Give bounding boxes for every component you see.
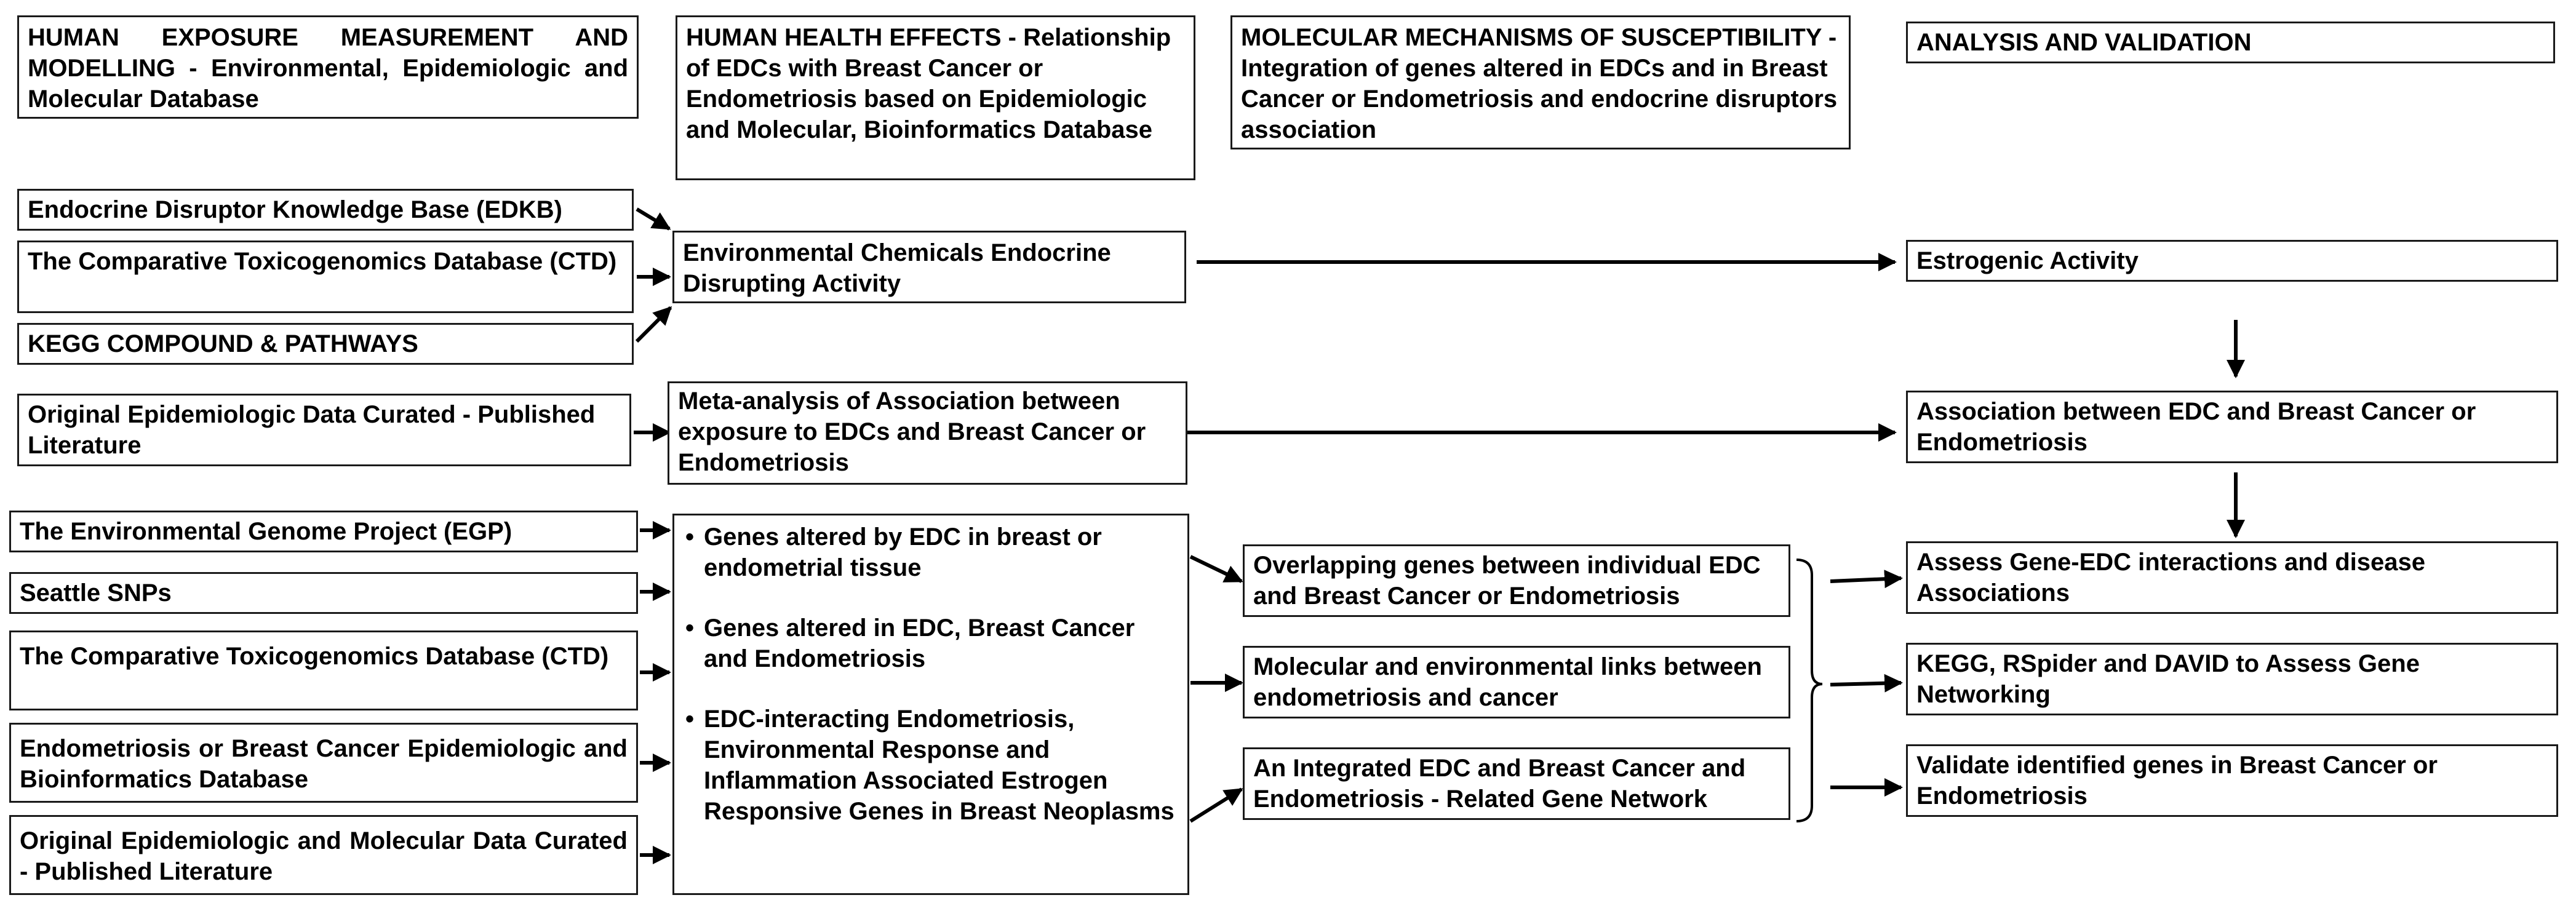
source-ctd-2: The Comparative Toxicogenomics Database (CTD) [9, 631, 638, 710]
arrow-edkb-to-env [637, 209, 669, 229]
validate-genes-box: Validate identified genes in Breast Cancer or Endometriosis [1906, 744, 2558, 817]
arrow-genes-to-network [1190, 789, 1242, 821]
genes-bullet-1: • Genes altered by EDC in breast or endometrial tissue [683, 522, 1179, 583]
header-analysis: ANALYSIS AND VALIDATION [1906, 22, 2555, 63]
source-seattle-snps: Seattle SNPs [9, 572, 638, 614]
env-chemicals-box: Environmental Chemicals Endocrine Disrupting Activity [672, 231, 1186, 303]
header-health-effects: HUMAN HEALTH EFFECTS - Relationship of EDCs with Breast Cancer or Endometriosis based on Epidemiologic and Molecular, Bioinformatics Database [676, 15, 1195, 180]
molecular-links-box: Molecular and environmental links between endometriosis and cancer [1243, 646, 1790, 718]
overlapping-genes-box: Overlapping genes between individual EDC and Breast Cancer or Endometriosis [1243, 544, 1790, 617]
source-edkb: Endocrine Disruptor Knowledge Base (EDKB) [17, 189, 634, 231]
arrow-bracket-to-assess [1830, 578, 1901, 581]
header-mechanisms: MOLECULAR MECHANISMS OF SUSCEPTIBILITY - Integration of genes altered in EDCs and in Breast Cancer or Endometriosis and endocrine disruptors association [1230, 15, 1851, 149]
meta-analysis-box: Meta-analysis of Association between exposure to EDCs and Breast Cancer or Endometriosis [668, 381, 1187, 485]
arrow-genes-to-overlap [1190, 557, 1242, 581]
source-ctd-1: The Comparative Toxicogenomics Database (CTD) [17, 241, 634, 313]
estrogenic-activity-box: Estrogenic Activity [1906, 240, 2558, 282]
kegg-rspider-david-box: KEGG, RSpider and DAVID to Assess Gene Networking [1906, 643, 2558, 715]
source-egp: The Environmental Genome Project (EGP) [9, 511, 638, 552]
source-epidemiologic-2: Original Epidemiologic and Molecular Data Curated - Published Literature [9, 815, 638, 895]
grouping-bracket [1796, 560, 1822, 821]
genes-bullet-3: • EDC-interacting Endometriosis, Environmental Response and Inflammation Associated Estrogen Responsive Genes in Breast Neoplasms [683, 704, 1179, 827]
arrow-bracket-to-kegg [1830, 683, 1901, 685]
genes-bullet-2: • Genes altered in EDC, Breast Cancer and Endometriosis [683, 613, 1179, 674]
header-exposure: HUMAN EXPOSURE MEASUREMENT AND MODELLING - Environmental, Epidemiologic and Molecular Database [17, 15, 639, 119]
source-endometriosis-db: Endometriosis or Breast Cancer Epidemiologic and Bioinformatics Database [9, 723, 638, 803]
genes-altered-box [672, 514, 1189, 895]
assess-interactions-box: Assess Gene-EDC interactions and disease Associations [1906, 541, 2558, 614]
arrow-kegg-to-env [637, 308, 671, 341]
association-box: Association between EDC and Breast Cancer or Endometriosis [1906, 391, 2558, 463]
integrated-network-box: An Integrated EDC and Breast Cancer and Endometriosis - Related Gene Network [1243, 747, 1790, 820]
source-epidemiologic-1: Original Epidemiologic Data Curated - Published Literature [17, 394, 631, 466]
source-kegg-compound: KEGG COMPOUND & PATHWAYS [17, 323, 634, 365]
